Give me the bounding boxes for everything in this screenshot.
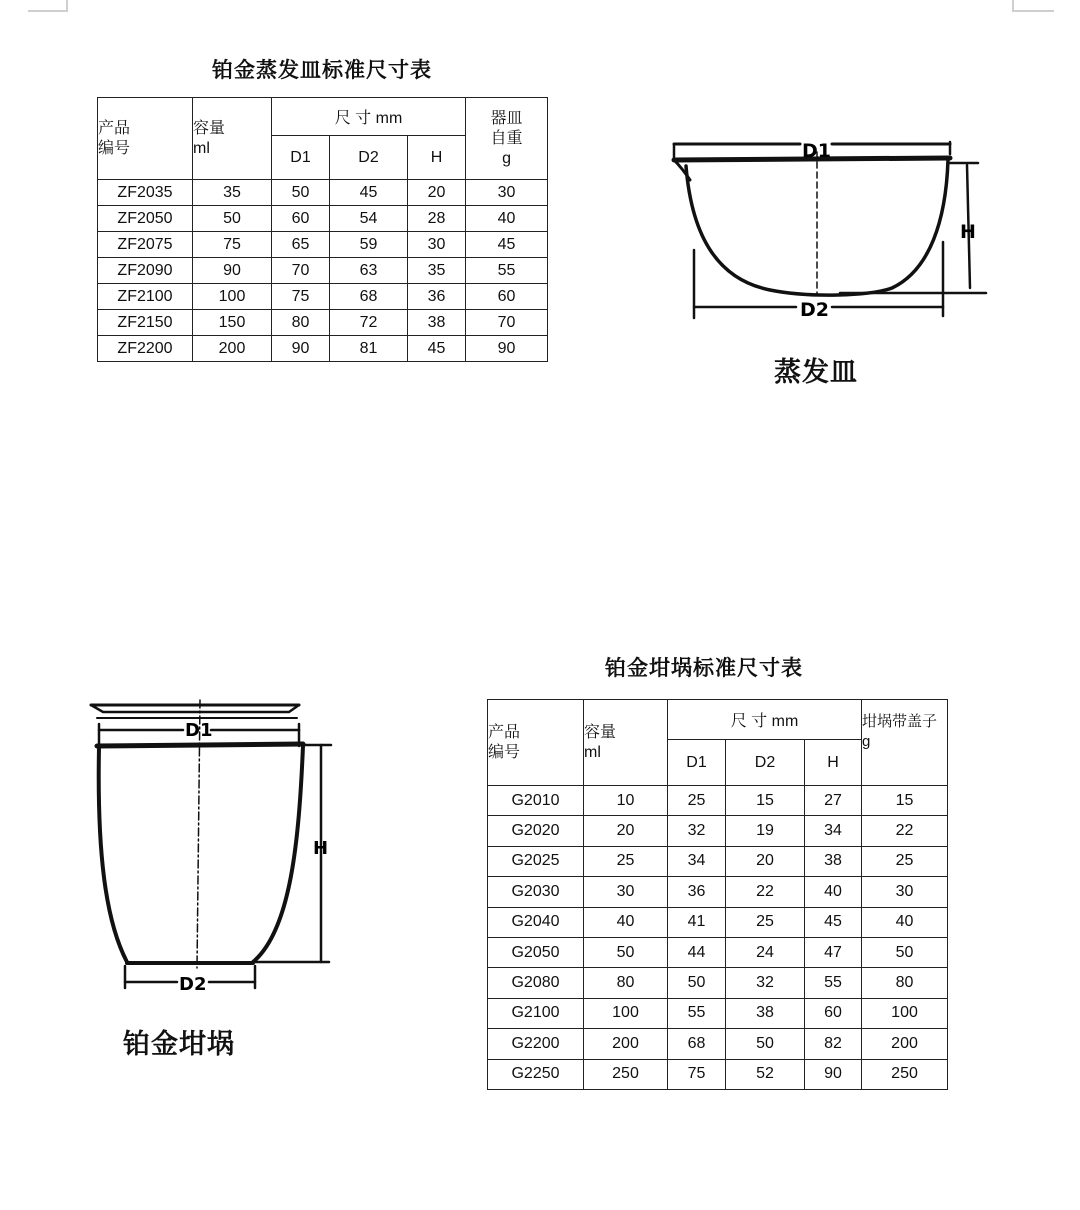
- table-cell: 30: [408, 232, 466, 258]
- table-cell: G2080: [488, 968, 584, 998]
- table-cell: 50: [193, 206, 272, 232]
- table-cell: 20: [584, 816, 668, 846]
- crucible-header-d1: D1: [668, 740, 726, 786]
- table-cell: ZF2100: [98, 284, 193, 310]
- table-cell: 50: [862, 937, 948, 967]
- table-row: [488, 907, 948, 937]
- header-weight: 器皿 自重 g: [466, 98, 548, 180]
- table-cell: 45: [408, 336, 466, 362]
- table-row: [488, 968, 948, 998]
- table-row: [98, 232, 548, 258]
- table-cell: 30: [466, 180, 548, 206]
- table-cell: 65: [272, 232, 330, 258]
- table-cell: 28: [408, 206, 466, 232]
- table-cell: 59: [330, 232, 408, 258]
- table-cell: 19: [726, 816, 805, 846]
- header-product-code: 产品 编号: [98, 98, 193, 180]
- table-cell: 50: [726, 1029, 805, 1059]
- table-cell: 45: [805, 907, 862, 937]
- table-row: [98, 180, 548, 206]
- table-cell: G2100: [488, 998, 584, 1028]
- table-cell: 52: [726, 1059, 805, 1089]
- table-cell: 40: [862, 907, 948, 937]
- table-cell: G2250: [488, 1059, 584, 1089]
- table-row: [488, 816, 948, 846]
- table-cell: 75: [272, 284, 330, 310]
- table-cell: 70: [466, 310, 548, 336]
- table-row: [488, 877, 948, 907]
- table-cell: G2010: [488, 786, 584, 816]
- header-h: H: [408, 136, 466, 180]
- crucible-header-size-mm: 尺 寸 mm: [668, 700, 862, 740]
- table-cell: 80: [862, 968, 948, 998]
- table-cell: 68: [330, 284, 408, 310]
- crucible-table-title: 铂金坩埚标准尺寸表: [605, 656, 803, 680]
- table-cell: 82: [805, 1029, 862, 1059]
- table-cell: 27: [805, 786, 862, 816]
- table-cell: 38: [726, 998, 805, 1028]
- table-cell: 54: [330, 206, 408, 232]
- table-cell: 63: [330, 258, 408, 284]
- table-row: [98, 310, 548, 336]
- table-row: [488, 937, 948, 967]
- table-cell: 90: [466, 336, 548, 362]
- table-cell: 38: [408, 310, 466, 336]
- table-cell: 20: [408, 180, 466, 206]
- crucible-d1-label: D1: [185, 720, 213, 741]
- table-cell: 34: [805, 816, 862, 846]
- table-cell: 36: [408, 284, 466, 310]
- table-cell: 32: [668, 816, 726, 846]
- table-cell: ZF2200: [98, 336, 193, 362]
- table-cell: 150: [193, 310, 272, 336]
- table-cell: ZF2050: [98, 206, 193, 232]
- table-cell: 55: [805, 968, 862, 998]
- table-cell: ZF2090: [98, 258, 193, 284]
- table-cell: 80: [584, 968, 668, 998]
- header-d1: D1: [272, 136, 330, 180]
- table-cell: 38: [805, 846, 862, 876]
- table-cell: 75: [668, 1059, 726, 1089]
- table-cell: 100: [193, 284, 272, 310]
- table-cell: 80: [272, 310, 330, 336]
- crucible-h-label: H: [313, 838, 329, 859]
- table-cell: 32: [726, 968, 805, 998]
- table-row: [488, 846, 948, 876]
- table-cell: 47: [805, 937, 862, 967]
- table-cell: 50: [668, 968, 726, 998]
- table-cell: G2050: [488, 937, 584, 967]
- table-cell: 34: [668, 846, 726, 876]
- table-cell: 41: [668, 907, 726, 937]
- table-cell: G2200: [488, 1029, 584, 1059]
- table-cell: 40: [466, 206, 548, 232]
- table-row: [488, 998, 948, 1028]
- table-cell: 100: [862, 998, 948, 1028]
- table-cell: 25: [584, 846, 668, 876]
- table-cell: 30: [584, 877, 668, 907]
- evaporating-dish-diagram: [660, 130, 1000, 330]
- table-cell: 40: [584, 907, 668, 937]
- crucible-size-table: [487, 699, 948, 1090]
- table-cell: 100: [584, 998, 668, 1028]
- table-cell: 20: [726, 846, 805, 876]
- table-cell: ZF2150: [98, 310, 193, 336]
- table-cell: 25: [668, 786, 726, 816]
- table-cell: 36: [668, 877, 726, 907]
- table-cell: 60: [805, 998, 862, 1028]
- table-cell: 25: [726, 907, 805, 937]
- table-cell: 24: [726, 937, 805, 967]
- dish-d2-label: D2: [800, 299, 829, 321]
- table-cell: 35: [193, 180, 272, 206]
- page-corner-mark-right: [1012, 0, 1054, 12]
- table-row: [488, 1059, 948, 1089]
- table-row: [488, 1029, 948, 1059]
- table-cell: 22: [726, 877, 805, 907]
- table-cell: G2040: [488, 907, 584, 937]
- crucible-d2-label: D2: [179, 974, 207, 995]
- table-cell: 200: [862, 1029, 948, 1059]
- table-cell: 35: [408, 258, 466, 284]
- table-cell: 44: [668, 937, 726, 967]
- table-cell: 45: [466, 232, 548, 258]
- crucible-header-product-code: 产品 编号: [488, 700, 584, 786]
- dish-d1-label: D1: [802, 140, 831, 162]
- table-cell: 55: [668, 998, 726, 1028]
- table-cell: 81: [330, 336, 408, 362]
- table-cell: ZF2035: [98, 180, 193, 206]
- table-cell: 250: [584, 1059, 668, 1089]
- table-row: [98, 258, 548, 284]
- table-row: [98, 284, 548, 310]
- crucible-diagram: [85, 700, 345, 1000]
- header-capacity: 容量 ml: [193, 98, 272, 180]
- table-cell: 72: [330, 310, 408, 336]
- table-cell: 60: [272, 206, 330, 232]
- table-cell: 200: [584, 1029, 668, 1059]
- table-cell: 90: [805, 1059, 862, 1089]
- table-cell: 30: [862, 877, 948, 907]
- table-cell: 90: [272, 336, 330, 362]
- table-row: [488, 786, 948, 816]
- table-cell: 22: [862, 816, 948, 846]
- table-cell: 60: [466, 284, 548, 310]
- dish-h-label: H: [960, 221, 976, 243]
- crucible-header-capacity: 容量 ml: [584, 700, 668, 786]
- table-cell: G2020: [488, 816, 584, 846]
- table-cell: 50: [272, 180, 330, 206]
- table-cell: 15: [862, 786, 948, 816]
- crucible-header-weight-with-lid: 坩埚带盖子 g: [862, 700, 948, 786]
- dish-table-title: 铂金蒸发皿标准尺寸表: [212, 58, 432, 82]
- table-cell: 68: [668, 1029, 726, 1059]
- table-cell: ZF2075: [98, 232, 193, 258]
- crucible-header-d2: D2: [726, 740, 805, 786]
- table-cell: 55: [466, 258, 548, 284]
- header-size-mm: 尺 寸 mm: [272, 98, 466, 136]
- table-row: [98, 206, 548, 232]
- page-corner-mark-left: [28, 0, 68, 12]
- table-cell: G2025: [488, 846, 584, 876]
- dish-caption: 蒸发皿: [774, 357, 858, 388]
- dish-size-table: [97, 97, 548, 362]
- table-cell: 200: [193, 336, 272, 362]
- crucible-caption: 铂金坩埚: [123, 1029, 235, 1060]
- table-cell: G2030: [488, 877, 584, 907]
- table-cell: 250: [862, 1059, 948, 1089]
- table-cell: 50: [584, 937, 668, 967]
- table-cell: 45: [330, 180, 408, 206]
- table-cell: 75: [193, 232, 272, 258]
- table-cell: 70: [272, 258, 330, 284]
- table-cell: 10: [584, 786, 668, 816]
- table-cell: 40: [805, 877, 862, 907]
- table-row: [98, 336, 548, 362]
- table-cell: 15: [726, 786, 805, 816]
- table-cell: 25: [862, 846, 948, 876]
- table-cell: 90: [193, 258, 272, 284]
- header-d2: D2: [330, 136, 408, 180]
- crucible-header-h: H: [805, 740, 862, 786]
